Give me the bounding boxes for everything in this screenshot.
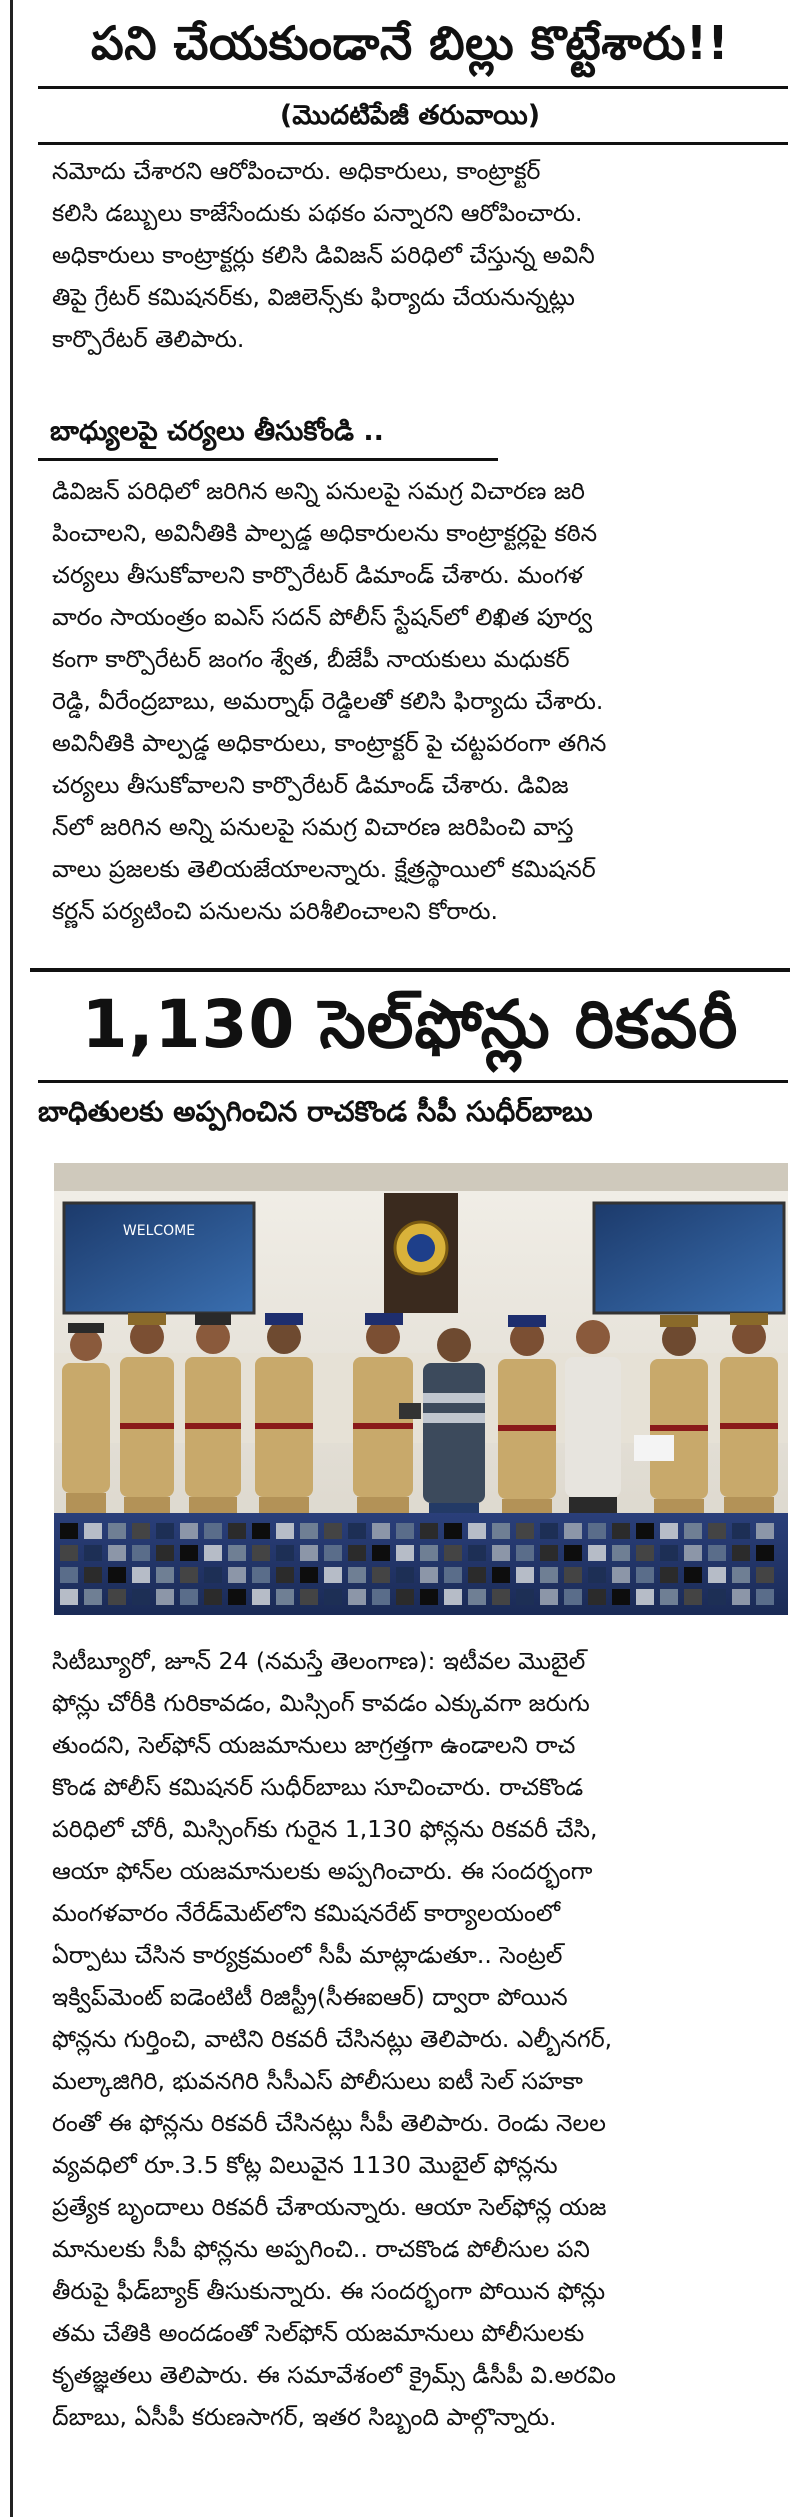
phone-item: [300, 1589, 318, 1605]
continued-note: (మొదటిపేజీ తరువాయి): [279, 100, 541, 131]
phone-item: [228, 1567, 246, 1583]
article1-subhead: బాధ్యులపై చర్యలు తీసుకోండి ..: [50, 416, 384, 447]
article1-body-line: అవినీతికి పాల్పడ్డ అధికారులు, కాంట్రాక్టర్ పై చట్టపరంగా తగిన: [52, 729, 607, 757]
phone-item: [108, 1523, 126, 1539]
article2-body-line: కొండ పోలీస్ కమిషనర్ సుధీర్‌బాబు సూచించారు. రాచకొండ: [52, 1773, 584, 1801]
article1-body-line: వారం సాయంత్రం ఐఎస్ సదన్ పోలీస్ స్టేషన్‌లో లిఖిత పూర్వ: [52, 603, 593, 631]
phone-item: [132, 1589, 150, 1605]
headline-rule: [38, 86, 788, 89]
phone-item: [732, 1523, 750, 1539]
phone-item: [468, 1589, 486, 1605]
phone-item: [420, 1545, 438, 1561]
phone-item: [564, 1545, 582, 1561]
phone-item: [156, 1545, 174, 1561]
phone-item: [588, 1545, 606, 1561]
phone-item: [180, 1523, 198, 1539]
phone-item: [732, 1589, 750, 1605]
article2-body-line: ఇక్విప్‌మెంట్ ఐడెంటిటీ రిజిస్ట్రీ(సీఈఐఆర్) ద్వారా పోయిన: [52, 1983, 568, 2011]
phone-item: [540, 1545, 558, 1561]
phone-item: [300, 1523, 318, 1539]
phone-item: [156, 1567, 174, 1583]
phone-item: [84, 1567, 102, 1583]
phone-item: [636, 1589, 654, 1605]
welcome-banner-text: WELCOME: [122, 1223, 196, 1239]
phone-item: [468, 1567, 486, 1583]
headline2-rule: [38, 1080, 788, 1083]
phone-item: [108, 1567, 126, 1583]
phone-item: [732, 1545, 750, 1561]
phone-item: [252, 1567, 270, 1583]
article2-body-line: కృతజ్ఞతలు తెలిపారు. ఈ సమావేశంలో క్రైమ్స్ డీసీపీ వి.అరవిం: [52, 2361, 616, 2389]
phone-item: [468, 1523, 486, 1539]
police-handover-photo: [54, 1163, 788, 1615]
phone-item: [684, 1567, 702, 1583]
phone-item: [492, 1545, 510, 1561]
article1-body-line: డివిజన్ పరిధిలో జరిగిన అన్ని పనులపై సమగ్ర విచారణ జరి: [52, 477, 585, 505]
phone-item: [156, 1523, 174, 1539]
phone-item: [396, 1545, 414, 1561]
article1-headline: పని చేయకుండానే బిల్లు కొట్టేశారు!!: [91, 16, 729, 70]
phone-item: [276, 1567, 294, 1583]
article2-body: [52, 1640, 778, 2438]
article1-body-line: రెడ్డి, వీరేంద్రబాబు, అమర్నాథ్ రెడ్డిలతో కలిసి ఫిర్యాదు చేశారు.: [52, 687, 604, 715]
phone-item: [228, 1589, 246, 1605]
article1-intro-line: అధికారులు కాంట్రాక్టర్లు కలిసి డివిజన్ పరిధిలో చేస్తున్న అవినీ: [52, 241, 595, 269]
phone-item: [300, 1545, 318, 1561]
phone-item: [540, 1523, 558, 1539]
phone-item: [324, 1567, 342, 1583]
phone-item: [108, 1545, 126, 1561]
article2-deck: బాధితులకు అప్పగించిన రాచకొండ సీపీ సుధీర్‌బాబు: [38, 1095, 593, 1128]
phone-item: [348, 1523, 366, 1539]
phone-item: [84, 1523, 102, 1539]
phone-item: [204, 1545, 222, 1561]
phone-item: [372, 1567, 390, 1583]
phone-item: [204, 1589, 222, 1605]
phone-item: [756, 1567, 774, 1583]
article2-body-line: ఫోన్లను గుర్తించి, వాటిని రికవరీ చేసినట్లు తెలిపారు. ఎల్బీనగర్,: [52, 2025, 613, 2053]
article2-body-line: తమ చేతికి అందడంతో సెల్‌ఫోన్ యజమానులు పోలీసులకు: [52, 2319, 585, 2347]
phone-item: [660, 1545, 678, 1561]
phone-item: [420, 1523, 438, 1539]
phone-item: [708, 1589, 726, 1605]
phone-item: [180, 1589, 198, 1605]
continued-rule: [38, 142, 788, 145]
phone-item: [252, 1589, 270, 1605]
phone-item: [660, 1523, 678, 1539]
phone-item: [180, 1567, 198, 1583]
phone-item: [348, 1589, 366, 1605]
article2-body-line: సిటీబ్యూరో, జూన్ 24 (నమస్తే తెలంగాణ): ఇటీవల మొబైల్: [52, 1647, 586, 1675]
phone-item: [492, 1589, 510, 1605]
phone-item: [612, 1589, 630, 1605]
phone-item: [660, 1589, 678, 1605]
phone-item: [468, 1545, 486, 1561]
phone-item: [276, 1545, 294, 1561]
article1-intro-line: కలిసి డబ్బులు కాజేసేందుకు పథకం పన్నారని ఆరోపించారు.: [52, 199, 583, 227]
phone-item: [156, 1589, 174, 1605]
phone-item: [396, 1567, 414, 1583]
phone-item: [516, 1589, 534, 1605]
article1-intro-line: తిపై గ్రేటర్ కమిషనర్‌కు, విజిలెన్స్‌కు ఫిర్యాదు చేయనున్నట్లు: [52, 283, 575, 311]
article2-body-line: మల్కాజిగిరి, భువనగిరి సీసీఎస్ పోలీసులు ఐటీ సెల్ సహకా: [52, 2067, 583, 2095]
phone-item: [588, 1523, 606, 1539]
phone-item: [60, 1567, 78, 1583]
phone-item: [60, 1523, 78, 1539]
article1-body-line: కంగా కార్పొరేటర్ జంగం శ్వేత, బీజేపీ నాయకులు మధుకర్: [52, 645, 570, 673]
phone-item: [396, 1589, 414, 1605]
phone-item: [84, 1545, 102, 1561]
phone-item: [684, 1589, 702, 1605]
subhead-rule: [38, 458, 498, 461]
phone-item: [396, 1523, 414, 1539]
phone-item: [588, 1567, 606, 1583]
article2-body-line: పరిధిలో చోరీ, మిస్సింగ్‌కు గురైన 1,130 ఫోన్లను రికవరీ చేసి,: [52, 1815, 598, 1843]
phone-item: [372, 1589, 390, 1605]
article2-headline: 1,130 సెల్‌ఫోన్లు రికవరీ: [81, 986, 739, 1063]
phone-item: [132, 1523, 150, 1539]
phone-item: [372, 1545, 390, 1561]
phone-item: [132, 1567, 150, 1583]
phone-item: [324, 1589, 342, 1605]
phone-item: [420, 1567, 438, 1583]
phone-item: [540, 1567, 558, 1583]
phone-item: [516, 1523, 534, 1539]
phone-item: [276, 1523, 294, 1539]
phone-item: [444, 1567, 462, 1583]
article-divider: [30, 968, 790, 972]
phone-item: [84, 1589, 102, 1605]
article1-intro-line: నమోదు చేశారని ఆరోపించారు. అధికారులు, కాంట్రాక్టర్: [52, 157, 541, 185]
phone-item: [708, 1567, 726, 1583]
phone-item: [300, 1567, 318, 1583]
phone-item: [756, 1589, 774, 1605]
phone-item: [132, 1545, 150, 1561]
phone-item: [204, 1567, 222, 1583]
phone-item: [756, 1523, 774, 1539]
phone-item: [228, 1523, 246, 1539]
phone-item: [348, 1567, 366, 1583]
phone-item: [60, 1545, 78, 1561]
article2-body-line: ప్రత్యేక బృందాలు రికవరీ చేశాయన్నారు. ఆయా సెల్‌ఫోన్ల యజ: [52, 2193, 607, 2221]
article1-body-line: వాలు ప్రజలకు తెలియజేయాలన్నారు. క్షేత్రస్థాయిలో కమిషనర్: [52, 855, 596, 883]
phone-item: [564, 1523, 582, 1539]
article1-body-line: చర్యలు తీసుకోవాలని కార్పొరేటర్ డిమాండ్ చేశారు. డివిజ: [52, 771, 569, 799]
article2-body-line: మానులకు సీపీ ఫోన్లను అప్పగించి.. రాచకొండ పోలీసుల పని: [52, 2235, 590, 2263]
article2-body-line: ఫోన్లు చోరీకి గురికావడం, మిస్సింగ్ కావడం ఎక్కువగా జరుగు: [52, 1689, 590, 1717]
phone-item: [444, 1589, 462, 1605]
phone-item: [324, 1545, 342, 1561]
phone-item: [612, 1523, 630, 1539]
phone-item: [636, 1523, 654, 1539]
article1-body-line: న్‌లో జరిగిన అన్ని పనులపై సమగ్ర విచారణ జరిపించి వాస్త: [52, 813, 574, 841]
phone-item: [684, 1545, 702, 1561]
phone-item: [564, 1567, 582, 1583]
article1-body-line: పించాలని, అవినీతికి పాల్పడ్డ అధికారులను కాంట్రాక్టర్లపై కఠిన: [52, 519, 598, 547]
phone-item: [708, 1545, 726, 1561]
article2-body-line: మంగళవారం నేరేడ్‌మెట్‌లోని కమిషనరేట్ కార్యాలయంలో: [52, 1899, 561, 1927]
article1-body-line: కర్ణన్ పర్యటించి పనులను పరిశీలించాలని కోరారు.: [52, 897, 498, 925]
phone-item: [636, 1545, 654, 1561]
phone-item: [348, 1545, 366, 1561]
phone-item: [684, 1523, 702, 1539]
phone-item: [420, 1589, 438, 1605]
article2-body-line: తుందని, సెల్‌ఫోన్ యజమానులు జాగ్రత్తగా ఉండాలని రాచ: [52, 1731, 576, 1759]
phone-item: [444, 1545, 462, 1561]
news-photo: [54, 1163, 788, 1615]
phone-item: [612, 1545, 630, 1561]
article2-body-line: తీరుపై ఫీడ్‌బ్యాక్ తీసుకున్నారు. ఈ సందర్భంగా పోయిన ఫోన్లు: [52, 2277, 606, 2305]
phone-item: [228, 1545, 246, 1561]
article1-intro-line: కార్పొరేటర్ తెలిపారు.: [52, 325, 245, 353]
phone-item: [636, 1567, 654, 1583]
article1-body: [52, 470, 778, 932]
phone-item: [660, 1567, 678, 1583]
phone-item: [516, 1567, 534, 1583]
phone-item: [588, 1589, 606, 1605]
article2-body-line: వ్యవధిలో రూ.3.5 కోట్ల విలువైన 1130 మొబైల్ ఫోన్లను: [52, 2151, 558, 2179]
article2-body-line: ఏర్పాటు చేసిన కార్యక్రమంలో సీపీ మాట్లాడుతూ.. సెంట్రల్: [52, 1941, 563, 1969]
column-rule: [10, 0, 13, 2517]
phone-item: [540, 1589, 558, 1605]
phone-item: [60, 1589, 78, 1605]
phone-item: [756, 1545, 774, 1561]
phone-item: [252, 1545, 270, 1561]
phone-item: [732, 1567, 750, 1583]
article1-body-line: చర్యలు తీసుకోవాలని కార్పొరేటర్ డిమాండ్ చేశారు. మంగళ: [52, 561, 583, 589]
phone-item: [324, 1523, 342, 1539]
phone-item: [516, 1545, 534, 1561]
phone-item: [612, 1567, 630, 1583]
article2-body-line: ద్‌బాబు, ఏసీపీ కరుణసాగర్, ఇతర సిబ్బంది పాల్గొన్నారు.: [52, 2403, 557, 2431]
phone-item: [372, 1523, 390, 1539]
phone-item: [276, 1589, 294, 1605]
article2-body-line: ఆయా ఫోన్‌ల యజమానులకు అప్పగించారు. ఈ సందర్భంగా: [52, 1857, 593, 1885]
article1-intro: [52, 150, 778, 360]
phone-item: [444, 1523, 462, 1539]
phone-item: [564, 1589, 582, 1605]
phone-item: [492, 1523, 510, 1539]
article2-body-line: రంతో ఈ ఫోన్లను రికవరీ చేసినట్లు సీపీ తెలిపారు. రెండు నెలల: [52, 2109, 606, 2137]
phone-item: [180, 1545, 198, 1561]
phone-item: [252, 1523, 270, 1539]
phone-item: [708, 1523, 726, 1539]
phone-item: [492, 1567, 510, 1583]
phone-item: [108, 1589, 126, 1605]
phone-item: [204, 1523, 222, 1539]
